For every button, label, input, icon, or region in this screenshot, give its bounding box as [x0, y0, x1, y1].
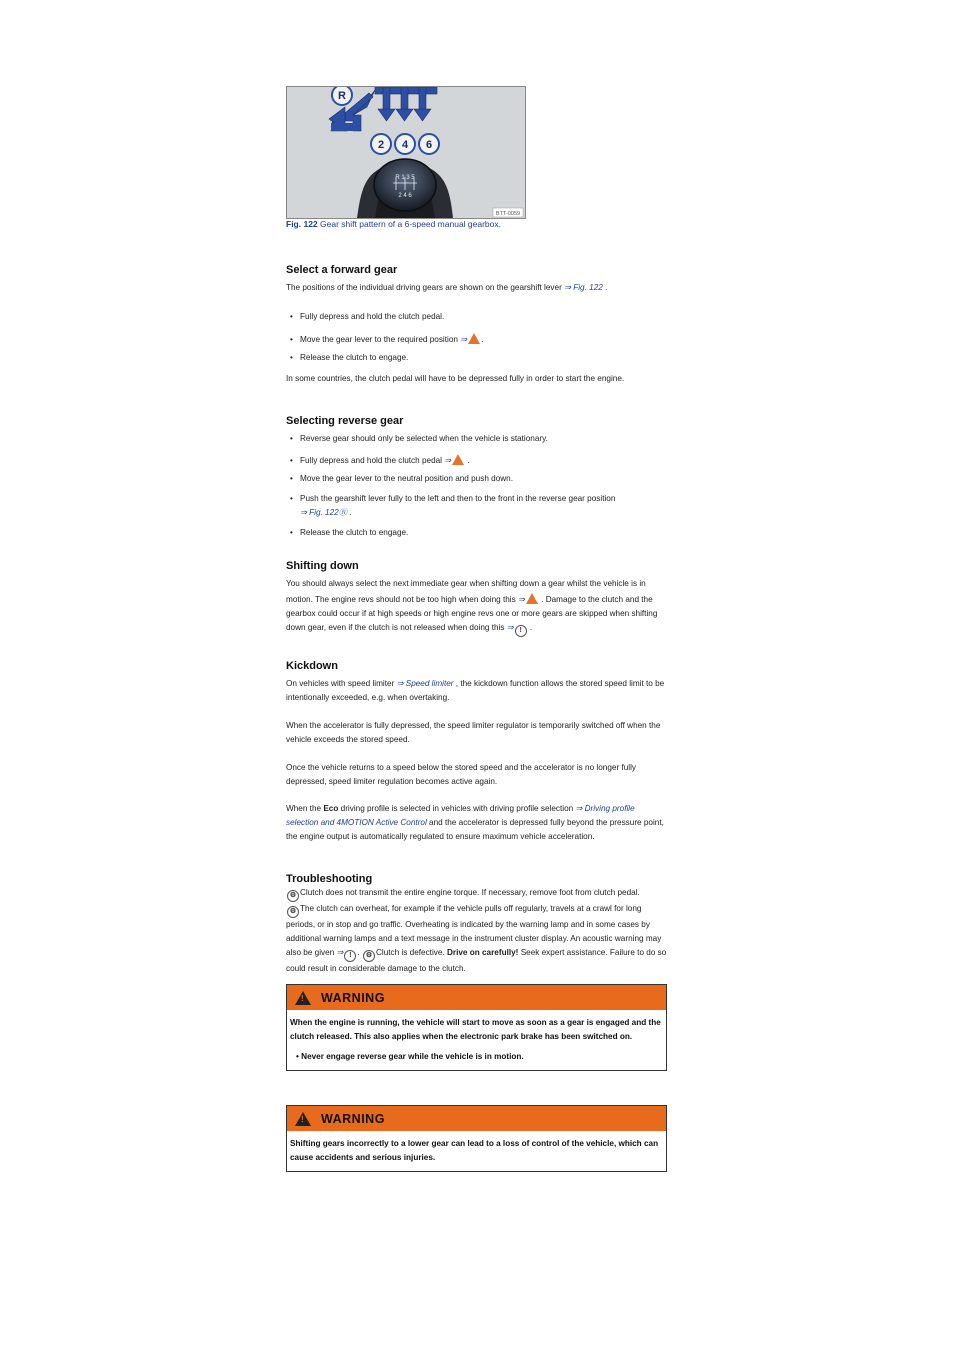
kickdown-p4-text-3: and the accelerator is depressed fully beyond the pressure point, the engine output is automatically regulated to ensure maximum vehicle acceleration. — [286, 818, 664, 841]
eco-label: Eco — [323, 804, 339, 813]
heading-shifting-down: Shifting down — [286, 560, 359, 572]
list-item: • Push the gearshift lever fully to the left and then to the front in the reverse gear position ⇒ Fig. 122Ⓡ . — [290, 494, 616, 517]
warning-box-1 — [286, 984, 667, 1071]
intro-period: . — [605, 283, 608, 292]
list-item: • Move the gear lever to the required position ⇒ . — [290, 335, 484, 344]
warning-header — [287, 1106, 666, 1131]
figure-number: Fig. 122 — [286, 219, 318, 229]
shifting-down-text-2: . Damage to the clutch and the gearbox could occur if at high speeds or high engine revs one or more gears are skipped when shifting down gear, even if the clutch is not released when doing this — [286, 595, 658, 632]
gear-2-label: 2 — [377, 139, 385, 151]
list-item: • Release the clutch to engage. — [290, 528, 409, 537]
engine-start-note: In some countries, the clutch pedal will have to be depressed fully in order to start the engine. — [286, 374, 625, 383]
figure-code-badge: BTT-0059 — [495, 211, 521, 217]
list-item-text: Push the gearshift lever fully to the left and then to the front in the reverse gear position — [300, 494, 616, 503]
kickdown-paragraph-1 — [286, 677, 668, 705]
speed-limiter-link[interactable]: ⇒ Speed limiter — [396, 679, 454, 688]
list-item: • Reverse gear should only be selected when the vehicle is stationary. — [290, 434, 548, 443]
shifting-down-text-3: . — [529, 623, 533, 632]
reverse-position-mark: Ⓡ — [338, 508, 347, 517]
gear-6-label: 6 — [425, 139, 433, 151]
info-circle-icon[interactable]: ! — [515, 625, 527, 637]
clutch-warning-lamp-icon: ⚙ — [287, 890, 299, 902]
fig-122-link[interactable]: ⇒ Fig. 122 — [564, 283, 603, 292]
troubleshooting-line-2: The clutch can overheat, for example if the vehicle pulls off regularly, travels at a crawl for long periods, or in stop and go traffic. Overheating is indicated by the warning lamp and in some cases by additional warning lamps and a text message in the instrument cluster display. An acoustic warning may also be given — [286, 904, 662, 957]
gear-4-label: 4 — [401, 139, 409, 151]
list-item: • Move the gear lever to the neutral position and push down. — [290, 474, 514, 483]
warning-title: WARNING — [321, 990, 385, 1005]
shifting-down-text-1: You should always select the next immediate gear when shifting down a gear whilst the vehicle is in motion. The engine revs should not be too high when doing this — [286, 579, 646, 604]
warning-body — [287, 1010, 666, 1070]
list-item-text: Fully depress and hold the clutch pedal — [300, 456, 443, 465]
kickdown-paragraph-3: Once the vehicle returns to a speed below the stored speed and the accelerator is no longer fully depressed, speed limiter regulation becomes active again. — [286, 763, 636, 786]
clutch-warning-lamp-icon: ⚙ — [363, 950, 375, 962]
warning-triangle-icon — [295, 991, 311, 1005]
knob-bottom-label: 2 4 6 — [398, 193, 412, 199]
list-item: • Fully depress and hold the clutch pedal. — [290, 312, 445, 321]
figure-caption — [286, 219, 501, 229]
warning-title: WARNING — [321, 1111, 385, 1126]
list-item-text: Reverse gear should only be selected when the vehicle is stationary. — [300, 434, 548, 443]
reverse-gear-label: R — [338, 90, 346, 102]
kickdown-p4-text: When the — [286, 804, 322, 813]
warning-triangle-icon[interactable] — [452, 454, 464, 465]
gear-shift-figure — [286, 86, 526, 219]
warning-body — [287, 1131, 666, 1171]
list-item-text: Fully depress and hold the clutch pedal. — [300, 312, 445, 321]
heading-kickdown: Kickdown — [286, 660, 338, 672]
kickdown-paragraph-2: When the accelerator is fully depressed, the speed limiter regulator is temporarily switched off when the vehicle exceeds the stored speed. — [286, 721, 661, 744]
warning-ref-arrow[interactable]: ⇒ — [444, 456, 452, 465]
fig-122-link[interactable]: ⇒ Fig. 122 — [300, 508, 339, 517]
clutch-warning-lamp-icon: ⚙ — [287, 906, 299, 918]
warning-text: Shifting gears incorrectly to a lower gear can lead to a loss of control of the vehicle, which can cause accidents and serious injuries. — [290, 1139, 659, 1162]
gear-numbers-bottom — [371, 134, 439, 154]
list-item-text: Move the gear lever to the neutral position and push down. — [300, 474, 514, 483]
heading-selecting-reverse-gear: Selecting reverse gear — [286, 415, 404, 427]
warning-triangle-icon[interactable] — [526, 593, 538, 604]
troubleshooting-text — [286, 886, 668, 976]
list-item: • Fully depress and hold the clutch pedal ⇒ . — [290, 456, 470, 465]
warning-item-text: Never engage reverse gear while the vehicle is in motion. — [301, 1052, 524, 1061]
warning-triangle-icon[interactable] — [468, 333, 480, 344]
list-item-text: Release the clutch to engage. — [300, 528, 409, 537]
note-ref-arrow[interactable]: ⇒ — [336, 948, 344, 957]
warning-box-2 — [286, 1105, 667, 1172]
warning-text: When the engine is running, the vehicle will start to move as soon as a gear is engaged and the clutch released. This also applies when the electronic park brake has been switched on. — [290, 1018, 661, 1041]
separator: . — [357, 948, 360, 957]
list-item-end: . — [467, 456, 470, 465]
info-circle-icon[interactable]: ! — [344, 950, 356, 962]
kickdown-p4-text-2: driving profile is selected in vehicles with driving profile selection — [340, 804, 574, 813]
warning-ref-arrow[interactable]: ⇒ — [460, 335, 468, 344]
warning-triangle-icon — [295, 1112, 311, 1126]
list-item-text: Move the gear lever to the required position — [300, 335, 458, 344]
list-item-end: . — [481, 335, 484, 344]
troubleshooting-line-3b: Seek expert assistance. Failure to do so could result in considerable damage to the clutch. — [286, 948, 667, 973]
shifting-down-text — [286, 577, 668, 637]
list-item-end: . — [349, 508, 352, 517]
troubleshooting-line-1: Clutch does not transmit the entire engine torque. If necessary, remove foot from clutch pedal. — [300, 888, 640, 897]
figure-caption-text: Gear shift pattern of a 6-speed manual gearbox. — [320, 219, 502, 229]
warning-header — [287, 985, 666, 1010]
note-ref-arrow[interactable]: ⇒ — [506, 623, 514, 632]
forward-gear-intro-text: The positions of the individual driving gears are shown on the gearshift lever — [286, 283, 562, 292]
knob-top-label: R 1 3 5 — [395, 175, 415, 181]
heading-troubleshooting: Troubleshooting — [286, 873, 373, 885]
forward-gear-intro — [286, 281, 668, 295]
heading-select-forward-gear: Select a forward gear — [286, 264, 398, 276]
gear-shift-illustration — [287, 87, 525, 218]
troubleshooting-line-3: Clutch is defective. — [375, 948, 445, 957]
list-item-text: Release the clutch to engage. — [300, 353, 409, 362]
drive-carefully-text: Drive on carefully! — [446, 948, 519, 957]
kickdown-p1-text: On vehicles with speed limiter — [286, 679, 395, 688]
kickdown-paragraph-4 — [286, 802, 668, 844]
list-item: • Release the clutch to engage. — [290, 353, 409, 362]
driving-profile-link[interactable]: ⇒ Driving profile selection and 4MOTION Active Control — [286, 804, 635, 827]
warning-ref-arrow[interactable]: ⇒ — [518, 595, 525, 604]
kickdown-p1-text-2: , the kickdown function allows the stored speed limit to be intentionally exceeded, e.g. when overtaking. — [286, 679, 665, 702]
list-item: • Never engage reverse gear while the vehicle is in motion. — [296, 1052, 524, 1061]
